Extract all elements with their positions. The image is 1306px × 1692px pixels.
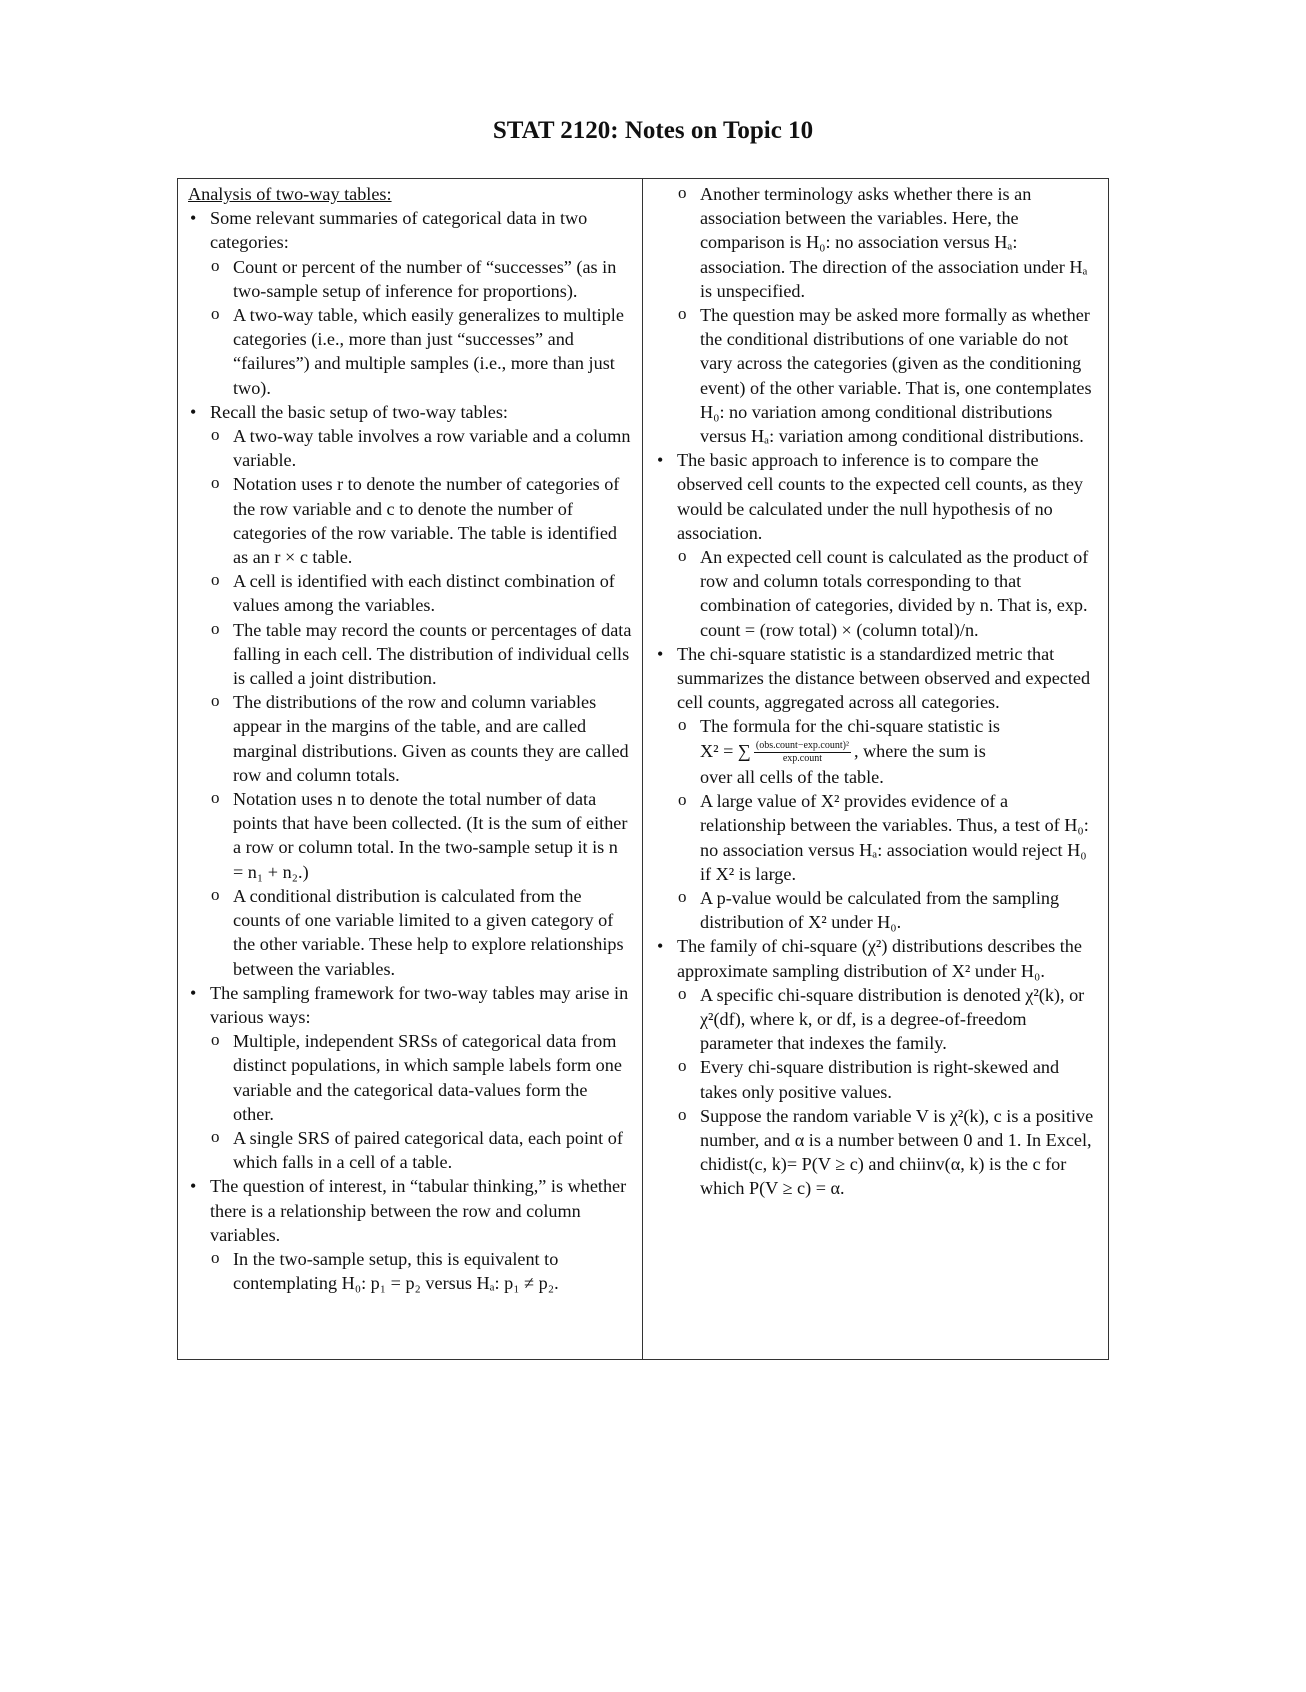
bullet-item: • The question of interest, in “tabular thinking,” is whether there is a relationship between the row and column variables. [188,1174,632,1247]
formula-fraction [754,740,851,765]
formula-denominator: exp.count [782,753,822,764]
sub-bullet-item: o An expected cell count is calculated as the product of row and column totals corresponding to that combination of categories, divided by n. That is, exp. count = (row total) × (column total)/n. [677,545,1098,642]
right-bullet-list-continued [677,789,1098,1200]
bullet-item: • Recall the basic setup of two-way tables: [188,400,632,424]
right-bullet-list [677,182,1098,714]
sub-bullet-item: o A specific chi-square distribution is denoted χ²(k), or χ²(df), where k, or df, is a degree-of-freedom parameter that indexes the family. [677,983,1098,1056]
sub-bullet-item: o The distributions of the row and column variables appear in the margins of the table, and are called marginal distributions. Given as counts they are called row and column totals. [188,690,632,787]
formula-list [677,714,1098,789]
right-column [643,179,1108,1359]
section-heading: Analysis of two-way tables: [188,184,392,204]
bullet-item: • The basic approach to inference is to compare the observed cell counts to the expected cell counts, as they would be calculated under the null hypothesis of no association. [655,448,1098,545]
sub-bullet-item: o A cell is identified with each distinct combination of values among the variables. [188,569,632,617]
formula-after: over all cells of the table. [699,767,884,787]
sub-bullet-item: o Count or percent of the number of “successes” (as in two-sample setup of inference for proportions). [188,255,632,303]
left-column [178,179,643,1359]
sub-bullet-item: o Every chi-square distribution is right-skewed and takes only positive values. [677,1055,1098,1103]
sub-bullet-item: o Suppose the random variable V is χ²(k), c is a positive number, and α is a number between 0 and 1. In Excel, chidist(c, k)= P(V ≥ c) and chiinv(α, k) is the c for which P(V ≥ c) = α. [677,1104,1098,1201]
sub-bullet-item: o Multiple, independent SRSs of categorical data from distinct populations, in which sample labels form one variable and the categorical data-values form the other. [188,1029,632,1126]
sub-bullet-item: o A two-way table involves a row variable and a column variable. [188,424,632,472]
formula-tail: , where the sum is [853,740,986,761]
bullet-item: • The family of chi-square (χ²) distributions describes the approximate sampling distribution of X² under H₀. [655,934,1098,982]
formula-lhs: X² = ∑ [699,740,751,761]
left-bullet-list [188,206,632,1295]
sub-bullet-item: o Notation uses r to denote the number of categories of the row variable and c to denote the number of categories of the row variable. The table is identified as an r × c table. [188,472,632,569]
sub-bullet-item: o A large value of X² provides evidence of a relationship between the variables. Thus, a test of H₀: no association versus Hₐ: association would reject H₀ if X² is large. [677,789,1098,886]
sub-bullet-item: o A single SRS of paired categorical data, each point of which falls in a cell of a table. [188,1126,632,1174]
chi-square-formula [699,740,986,764]
sub-bullet-item: o A p-value would be calculated from the sampling distribution of X² under H₀. [677,886,1098,934]
formula-numerator: (obs.count−exp.count)² [755,740,849,751]
sub-bullet-item: o A conditional distribution is calculated from the counts of one variable limited to a given category of the other variable. These help to explore relationships between the variables. [188,884,632,981]
notes-table [177,178,1109,1360]
formula-intro: The formula for the chi-square statistic is [699,716,1000,737]
bullet-item: • Some relevant summaries of categorical data in two categories: [188,206,632,254]
sub-bullet-item: o Another terminology asks whether there is an association between the variables. Here, the comparison is H₀: no association versus Hₐ: association. The direction of the association under Hₐ is unspecified. [677,182,1098,303]
sub-bullet-item: o A two-way table, which easily generalizes to multiple categories (i.e., more than just “successes” and “failures”) and multiple samples (i.e., more than just two). [188,303,632,400]
sub-bullet-item: o The question may be asked more formally as whether the conditional distributions of one variable do not vary across the categories (given as the conditioning event) of the other variable. That is, one contemplates H₀: no variation among conditional distributions versus Hₐ: variation among conditional distributions. [677,303,1098,448]
sub-bullet-item: o The table may record the counts or percentages of data falling in each cell. The distribution of individual cells is called a joint distribution. [188,618,632,691]
page-title: STAT 2120: Notes on Topic 10 [492,117,814,144]
sub-bullet-item: o Notation uses n to denote the total number of data points that have been collected. (It is the sum of either a row or column total. In the two-sample setup it is n = n₁ + n₂.) [188,787,632,884]
bullet-item: • The sampling framework for two-way tables may arise in various ways: [188,981,632,1029]
sub-bullet-item: o In the two-sample setup, this is equivalent to contemplating H₀: p₁ = p₂ versus Hₐ: p₁ ≠ p₂. [188,1247,632,1295]
bullet-item: • The chi-square statistic is a standardized metric that summarizes the distance between observed and expected cell counts, aggregated across all categories. [655,642,1098,715]
formula-item [677,714,1098,789]
